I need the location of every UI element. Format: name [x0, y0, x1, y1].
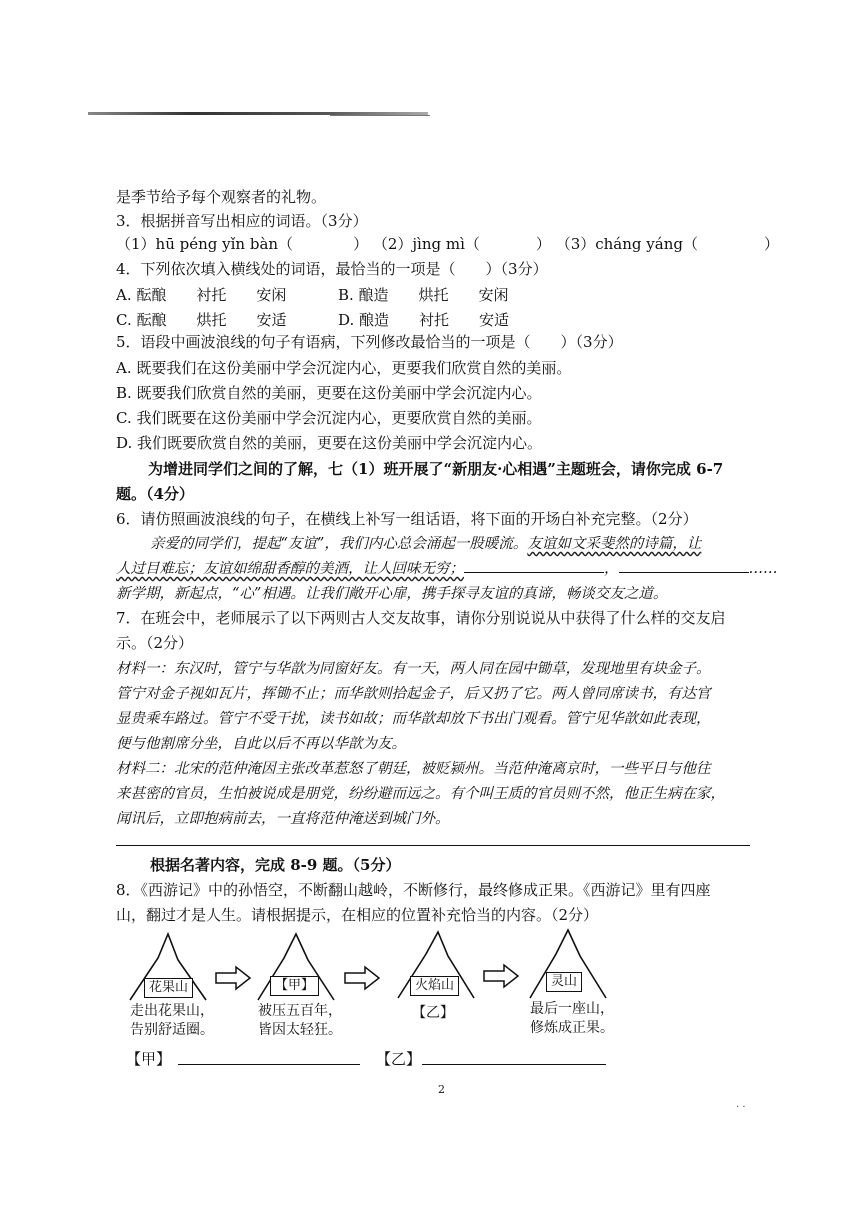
q3-item-1: （1）hū péng yǐn bàn（	[116, 235, 294, 253]
answer-blank[interactable]	[619, 558, 749, 573]
section-intro-8-9: 根据名著内容，完成 8-9 题。（5分）	[150, 856, 401, 874]
q4-option-a: A. 酝酿 衬托 安闲	[116, 286, 287, 304]
mountain-caption-1: 走出花果山， 告别舒适圈。	[130, 1003, 214, 1038]
q5-option-d: D. 我们既要欣赏自然的美丽，更要在这份美丽中学会沉淀内心。	[116, 434, 543, 452]
section-intro-6-7-cont: 题。（4分）	[116, 485, 194, 503]
mountain-label-3: 火焰山	[410, 976, 459, 996]
q5-option-b: B. 既要我们欣赏自然的美丽，更要在这份美丽中学会沉淀内心。	[116, 384, 542, 402]
material-1-line: 材料一：东汉时，管宁与华歆为同窗好友。有一天，两人同在园中锄草，发现地里有块金子。	[116, 661, 711, 677]
mountain-label-4: 灵山	[546, 972, 582, 992]
mountain-label-1: 花果山	[144, 978, 193, 998]
material-1-line: 显贵乘车路过。管宁不受干扰，读书如故；而华歆却放下书出门观看。管宁见华歆如此表现，	[116, 711, 711, 727]
scan-artifact-line	[330, 115, 430, 116]
question-6: 6．请仿照画波浪线的句子，在横线上补写一组话语，将下面的开场白补充完整。（2分）	[116, 510, 698, 528]
question-5: 5．语段中画波浪线的句子有语病，下列修改最恰当的一项是（ ）（3分）	[116, 333, 623, 351]
q3-item-2: （2）jìng mì（	[372, 235, 480, 253]
scan-speck: · ·	[736, 1102, 746, 1113]
question-7: 7．在班会中，老师展示了以下两则古人交友故事，请你分别说说从中获得了什么样的交友启	[116, 609, 726, 627]
q3-item-3: （3）cháng yáng（	[555, 235, 698, 253]
q4-option-c: C. 酝酿 烘托 安适	[116, 311, 287, 329]
right-arrow-icon	[482, 963, 520, 989]
page-number: 2	[438, 1083, 445, 1096]
material-2-line: 材料二：北宋的范仲淹因主张改革惹怒了朝廷，被贬颍州。当范仲淹离京时，一些平日与他往	[116, 761, 711, 777]
material-1-line: 便与他割席分坐，自此以后不再以华歆为友。	[116, 736, 406, 752]
question-3-items: （1）hū péng yǐn bàn（ ） （2）jìng mì（ ） （3）cháng yáng（ ）	[116, 235, 779, 253]
mountain-label-2: 【甲】	[270, 976, 319, 996]
q6-paragraph-line-3: 新学期，新起点，“心”相遇。让我们敞开心扉，携手探寻友谊的真谛，畅谈交友之道。	[116, 586, 668, 602]
text-line: 是季节给予每个观察者的礼物。	[116, 188, 327, 206]
right-arrow-icon	[343, 965, 381, 991]
q5-option-a: A. 既要我们在这份美丽中学会沉淀内心，更要我们欣赏自然的美丽。	[116, 359, 572, 377]
q6-paragraph-line-1: 亲爱的同学们，提起“友谊”，我们内心总会涌起一股暖流。友谊如文采斐然的诗篇，让	[150, 536, 702, 552]
mountain-caption-2: 被压五百年， 皆因太轻狂。	[258, 1003, 342, 1038]
answer-blank[interactable]	[464, 558, 604, 573]
material-1-line: 管宁对金子视如瓦片，挥锄不止；而华歆则拾起金子，后又扔了它。两人曾同席读书，有达官	[116, 686, 711, 702]
wavy-sentence: 友谊如文采斐然的诗篇，让	[527, 536, 702, 552]
q4-option-d: D. 酿造 衬托 安适	[338, 311, 510, 329]
question-7-cont: 示。（2分）	[116, 634, 194, 652]
answer-line[interactable]	[116, 845, 750, 846]
mountain-caption-3: 【乙】	[412, 1005, 454, 1021]
q5-option-c: C. 我们既要在这份美丽中学会沉淀内心，更要欣赏自然的美丽。	[116, 409, 542, 427]
mountain-caption-4: 最后一座山， 修炼成正果。	[530, 1001, 614, 1036]
material-2-line: 来甚密的官员，生怕被说成是朋党，纷纷避而远之。有个叫王质的官员则不然，他正生病在家，	[116, 786, 725, 802]
material-2-line: 闻讯后，立即抱病前去，一直将范仲淹送到城门外。	[116, 811, 450, 827]
answer-label-jia: 【甲】	[126, 1050, 172, 1068]
answer-blank-jia[interactable]	[178, 1064, 360, 1065]
question-8: 8．《西游记》中的孙悟空，不断翻山越岭，不断修行，最终修成正果。《西游记》里有四座	[116, 881, 711, 899]
question-4: 4．下列依次填入横线处的词语，最恰当的一项是（ ）（3分）	[116, 260, 548, 278]
right-arrow-icon	[214, 965, 252, 991]
wavy-sentence: 人过目难忘；友谊如绵甜香醇的美酒，让人回味无穷；	[116, 561, 464, 577]
answer-blank-yi[interactable]	[422, 1064, 606, 1065]
question-8-cont: 山，翻过才是人生。请根据提示，在相应的位置补充恰当的内容。（2分）	[116, 906, 599, 924]
q6-paragraph-line-2: 人过目难忘；友谊如绵甜香醇的美酒，让人回味无穷； ， ……	[116, 558, 778, 580]
section-intro-6-7: 为增进同学们之间的了解，七（1）班开展了“新朋友·心相遇”主题班会，请你完成 6-7	[148, 460, 724, 478]
answer-label-yi: 【乙】	[376, 1050, 422, 1068]
q4-option-b: B. 酿造 烘托 安闲	[338, 286, 509, 304]
question-3: 3．根据拼音写出相应的词语。（3分）	[116, 212, 368, 230]
